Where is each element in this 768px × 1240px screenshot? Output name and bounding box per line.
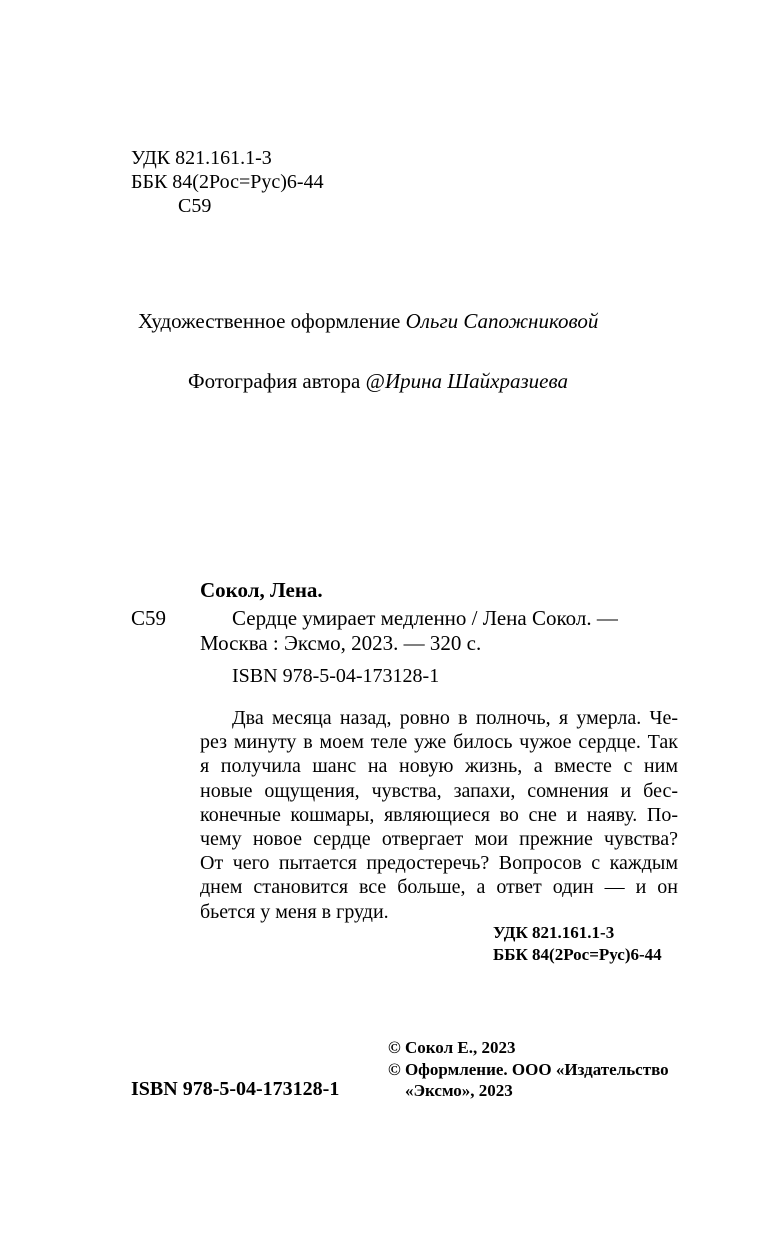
bbk-code-top: ББК 84(2Рос=Рус)6-44 — [131, 171, 324, 193]
photo-credit-label: Фотография автора @ — [188, 369, 385, 393]
record-isbn: ISBN 978-5-04-173128-1 — [232, 665, 440, 687]
annotation-line: рез минуту в моем теле уже билось чужое сердце. Так — [200, 731, 678, 754]
design-credit-label: Художественное оформление — [138, 309, 406, 333]
record-author: Сокол, Лена. — [200, 578, 323, 602]
design-credit — [138, 308, 598, 334]
isbn-bottom: ISBN 978-5-04-173128-1 — [131, 1078, 340, 1100]
record-title-line2: Москва : Эксмо, 2023. — 320 с. — [200, 631, 482, 655]
copyright-author: © Сокол Е., 2023 — [388, 1038, 516, 1057]
photo-credit — [188, 368, 568, 394]
udk-code-top: УДК 821.161.1-3 — [131, 147, 272, 169]
annotation-line: конечные кошмары, являющиеся во сне и наяву. По- — [200, 803, 678, 826]
copyright-design: © Оформление. ООО «Издательство — [388, 1060, 669, 1079]
annotation-line: я получила шанс на новую жизнь, а вместе с ним — [200, 755, 678, 778]
author-code-top: С59 — [178, 195, 212, 217]
copyright-design-cont: «Эксмо», 2023 — [405, 1081, 513, 1100]
record-code: С59 — [131, 606, 167, 630]
annotation-line: днем становится все больше, а ответ один — и он — [200, 876, 678, 899]
record-title-line1: Сердце умирает медленно / Лена Сокол. — — [232, 606, 618, 630]
annotation-text — [200, 706, 678, 924]
annotation-line: чему новое сердце отвергает мои прежние чувства? — [200, 828, 678, 851]
annotation-line: бьется у меня в груди. — [200, 900, 389, 923]
bbk-code-bottom: ББК 84(2Рос=Рус)6-44 — [493, 945, 662, 964]
photo-credit-name: Ирина Шайхразиева — [384, 369, 568, 393]
design-credit-name: Ольги Сапожниковой — [405, 309, 599, 333]
annotation-line: От чего пытается предостеречь? Вопросов с каждым — [200, 852, 678, 875]
annotation-line: новые ощущения, чувства, запахи, сомнения и бес- — [200, 779, 678, 802]
annotation-line: Два месяца назад, ровно в полночь, я умерла. Че- — [232, 707, 678, 729]
udk-code-bottom: УДК 821.161.1-3 — [493, 923, 615, 942]
